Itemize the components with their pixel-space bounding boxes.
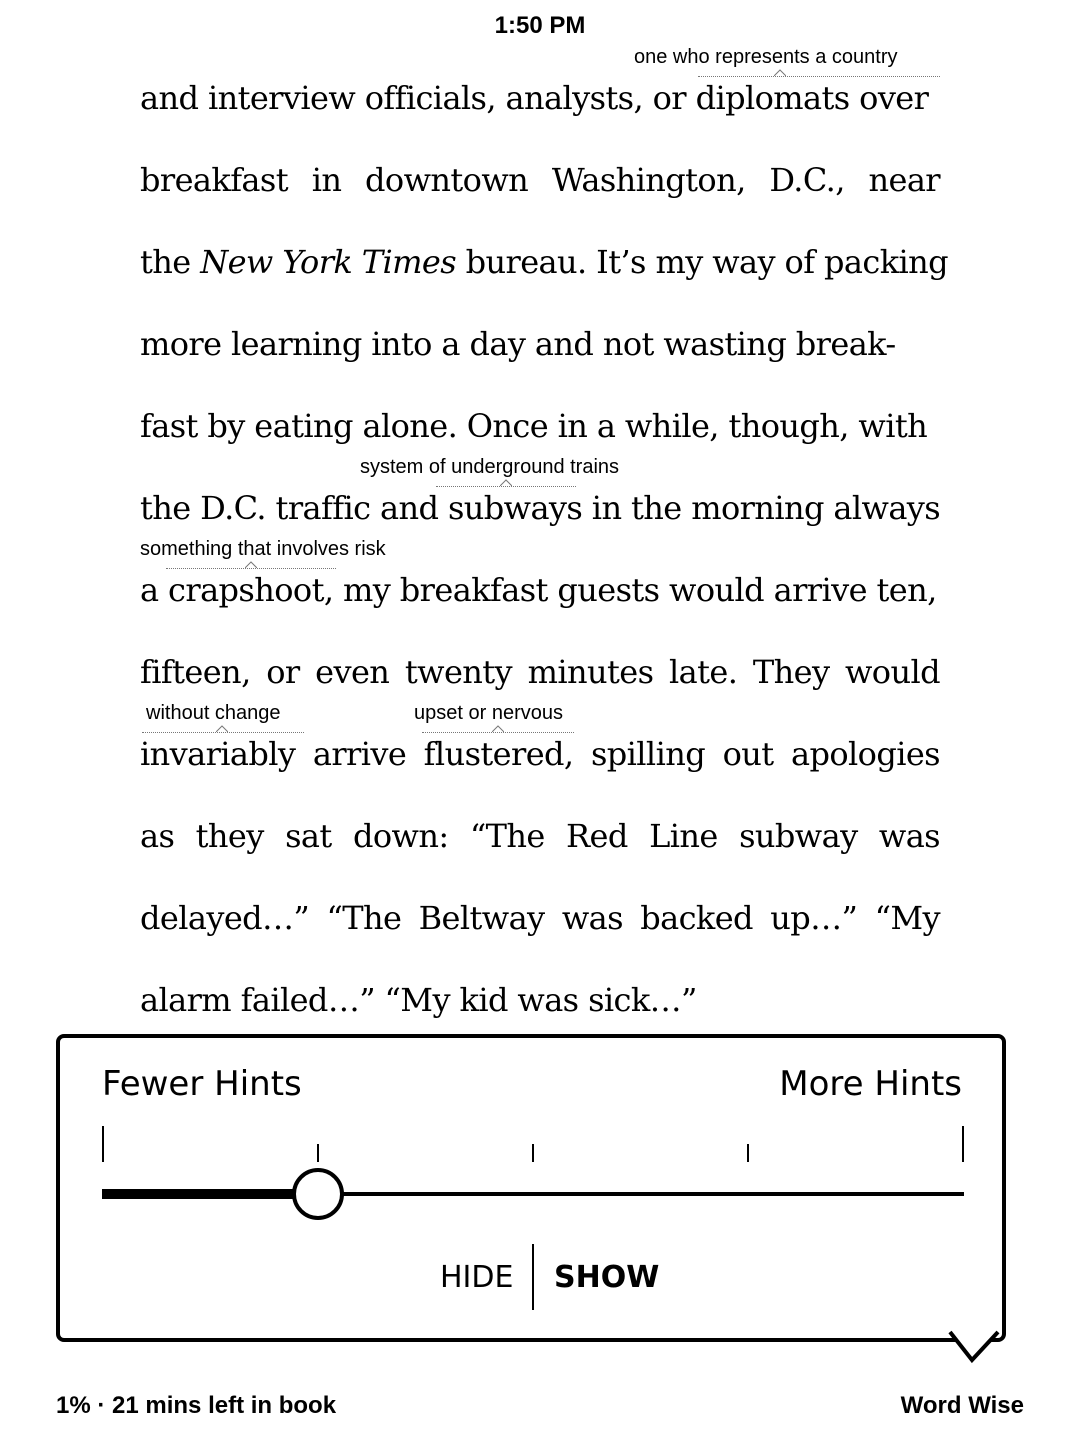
text-line-9: invariably arrive flustered, spilling out apologies xyxy=(140,735,940,773)
hint-caret-icon xyxy=(500,479,512,486)
slider-tick-3 xyxy=(532,1144,534,1162)
hint-caret-icon xyxy=(245,561,257,568)
reading-progress[interactable]: 1% · 21 mins left in book xyxy=(56,1392,337,1419)
hint-underline-diplomats xyxy=(698,76,940,77)
hint-diplomats[interactable]: one who represents a country xyxy=(634,46,898,68)
hint-subways[interactable]: system of underground trains xyxy=(360,456,620,478)
hint-slider-fill xyxy=(102,1189,318,1199)
hide-button[interactable]: HIDE xyxy=(440,1260,514,1295)
italic-title: New York Times xyxy=(200,243,457,281)
slider-tick-5 xyxy=(962,1126,964,1162)
hint-underline-flustered xyxy=(422,732,574,733)
text-line-5: fast by eating alone. Once in a while, though, with xyxy=(140,407,928,445)
panel-pointer-icon xyxy=(948,1330,1002,1364)
word-wise-label[interactable]: Word Wise xyxy=(900,1392,1024,1419)
hint-flustered[interactable]: upset or nervous xyxy=(414,702,563,724)
hint-slider-thumb[interactable] xyxy=(292,1168,344,1220)
text-line-12: alarm failed…” “My kid was sick…” xyxy=(140,981,697,1019)
text-line-6: the D.C. traffic and subways in the morning always xyxy=(140,489,941,527)
hint-invariably[interactable]: without change xyxy=(146,702,281,724)
hint-underline-crapshoot xyxy=(166,568,336,569)
text-line-3-pre: the xyxy=(140,243,201,281)
text-line-4: more learning into a day and not wasting break- xyxy=(140,325,896,363)
hint-crapshoot[interactable]: something that involves risk xyxy=(140,538,386,560)
hint-caret-icon xyxy=(492,725,504,732)
show-button[interactable]: SHOW xyxy=(554,1260,660,1295)
text-line-3 xyxy=(140,242,949,282)
hint-caret-icon xyxy=(774,69,786,76)
hint-underline-invariably xyxy=(142,732,304,733)
text-line-7: a crapshoot, my breakfast guests would arrive ten, xyxy=(140,571,937,609)
slider-tick-2 xyxy=(317,1144,319,1162)
slider-tick-4 xyxy=(747,1144,749,1162)
toggle-divider xyxy=(532,1244,534,1310)
text-line-8: fifteen, or even twenty minutes late. They would xyxy=(140,653,940,691)
more-hints-label: More Hints xyxy=(779,1064,962,1104)
text-line-11: delayed…” “The Beltway was backed up…” “My xyxy=(140,899,940,937)
text-line-2: breakfast in downtown Washington, D.C., near xyxy=(140,161,940,199)
status-time: 1:50 PM xyxy=(494,12,586,39)
text-line-1: and interview officials, analysts, or diplomats over xyxy=(140,79,929,117)
text-line-3-post: bureau. It’s my way of packing xyxy=(456,243,949,281)
wordwise-panel xyxy=(56,1034,1006,1342)
fewer-hints-label: Fewer Hints xyxy=(102,1064,302,1104)
hint-caret-icon xyxy=(216,725,228,732)
slider-tick-1 xyxy=(102,1126,104,1162)
hint-underline-subways xyxy=(436,486,576,487)
text-line-10: as they sat down: “The Red Line subway was xyxy=(140,817,940,855)
